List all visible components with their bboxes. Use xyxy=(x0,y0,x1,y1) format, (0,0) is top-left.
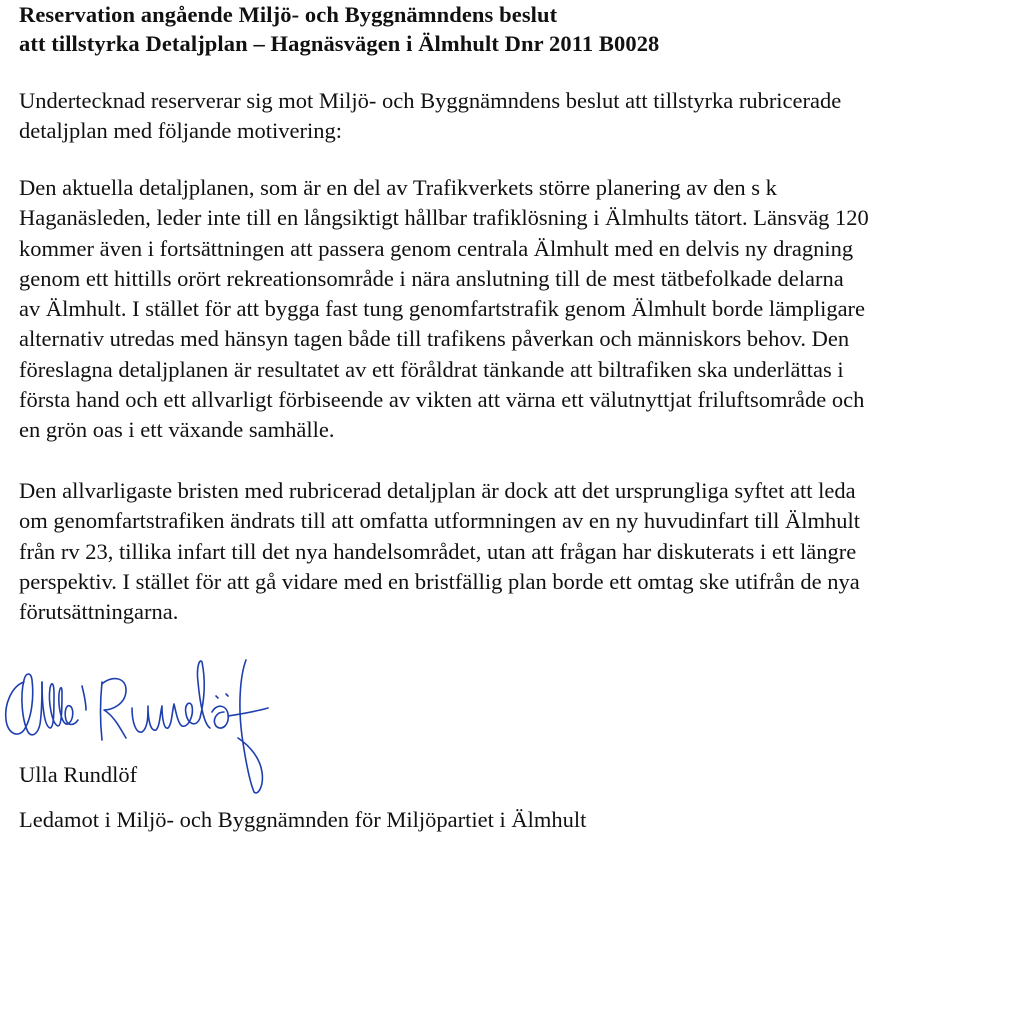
signer-name: Ulla Rundlöf xyxy=(19,762,138,787)
signature-stroke xyxy=(42,682,78,728)
signature-stroke xyxy=(6,674,42,735)
document-title xyxy=(19,0,1009,58)
paragraph-line: Den aktuella detaljplanen, som är en del av Trafikverkets större planering av den s k xyxy=(19,175,777,200)
paragraph-line: Haganäsleden, leder inte till en långsiktigt hållbar trafiklösning i Älmhults tätort. Länsväg 120 xyxy=(19,205,869,231)
motivation-paragraph xyxy=(19,173,869,446)
paragraph-line: från rv 23, tillika infart till det nya handelsområdet, utan att frågan har diskuterats i ett längre xyxy=(19,538,857,564)
title-line: Reservation angående Miljö- och Byggnämndens beslut xyxy=(19,2,558,27)
document-page xyxy=(19,0,1009,832)
signature-stroke xyxy=(132,661,210,732)
signature-stroke xyxy=(228,660,268,793)
main-flaw-paragraph xyxy=(19,476,860,627)
paragraph-line: Undertecknad reserverar sig mot Miljö- och Byggnämndens beslut att tillstyrka rubricerade xyxy=(19,88,842,113)
paragraph-line: perspektiv. I stället för att gå vidare med en bristfällig plan borde ett omtag ske utifrån de nya xyxy=(19,568,860,594)
paragraph-line: en grön oas i ett växande samhälle. xyxy=(19,417,335,443)
paragraph-line: förutsättningarna. xyxy=(19,599,179,625)
intro-paragraph xyxy=(19,86,841,147)
signer-role: Ledamot i Miljö- och Byggnämnden för Miljöpartiet i Älmhult xyxy=(19,807,587,832)
paragraph-line: kommer även i fortsättningen att passera genom centrala Älmhult med en delvis ny dragning xyxy=(19,235,854,261)
signature-stroke xyxy=(82,686,86,710)
signature-stroke xyxy=(212,694,228,728)
paragraph-line: genom ett hittills orört rekreationsområde i nära anslutning till de mest tätbefolkade delarna xyxy=(19,265,844,291)
title-line: att tillstyrka Detaljplan – Hagnäsvägen i Älmhult Dnr 2011 B0028 xyxy=(19,31,660,56)
paragraph-line: föreslagna detaljplanen är resultatet av ett föråldrat tänkande att biltrafiken ska underlättas i xyxy=(19,356,844,382)
paragraph-line: detaljplan med följande motivering: xyxy=(19,118,343,144)
paragraph-line: alternativ utredas med hänsyn tagen både till trafikens påverkan och människors behov. Den xyxy=(19,326,850,352)
signature-stroke xyxy=(101,679,127,740)
paragraph-line: av Älmhult. I stället för att bygga fast tung genomfartstrafik genom Älmhult borde lämpligare xyxy=(19,296,866,322)
paragraph-line: om genomfartstrafiken ändrats till att omfatta utformningen av en ny huvudinfart till Älmhult xyxy=(19,508,861,534)
paragraph-line: Den allvarligaste bristen med rubricerad detaljplan är dock att det ursprungliga syftet att leda xyxy=(19,478,856,503)
paragraph-line: första hand och ett allvarligt förbiseende av vikten att värna ett välutnyttjat friluftsområde och xyxy=(19,387,865,413)
